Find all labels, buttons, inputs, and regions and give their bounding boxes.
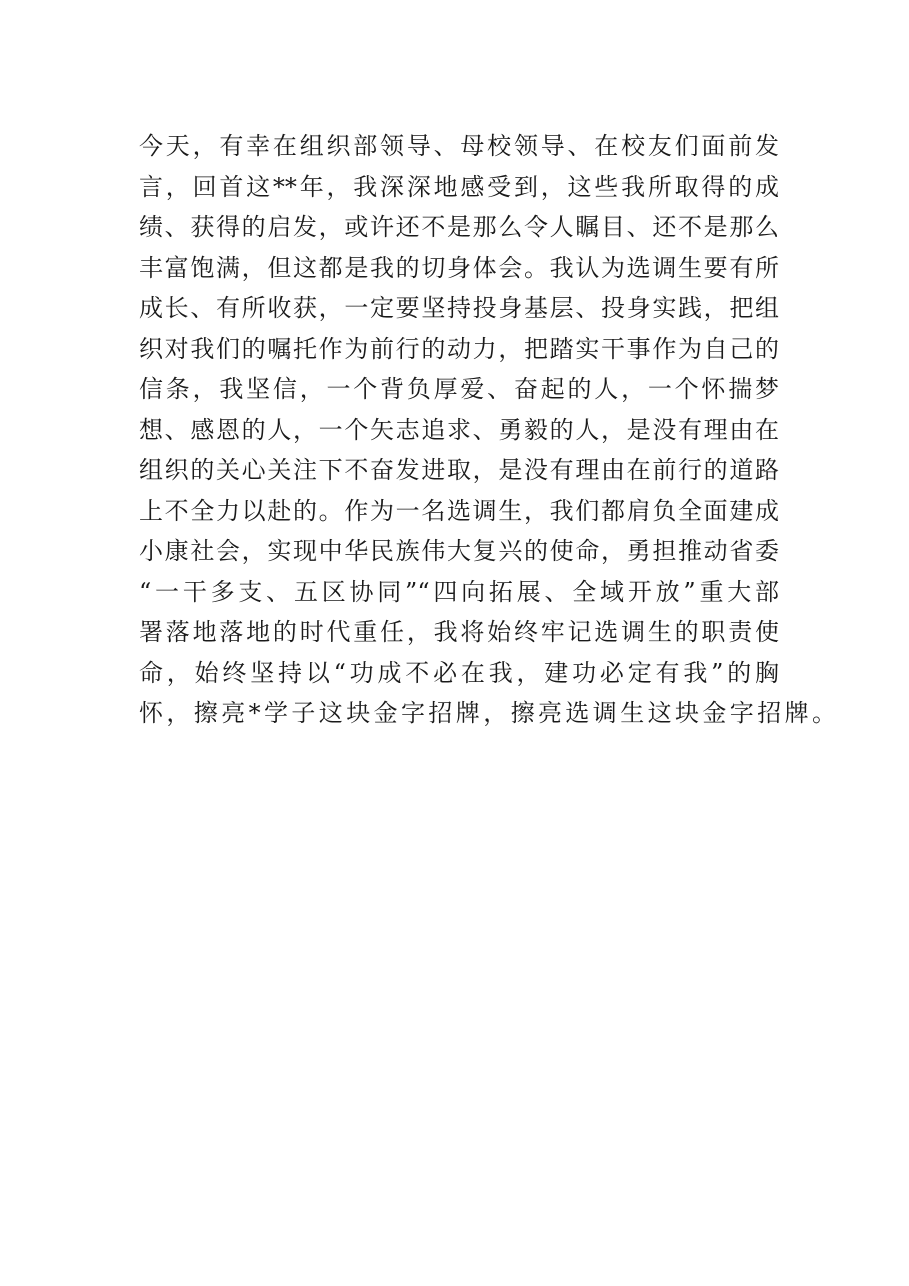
paragraph-line-8: 想、感恩的人，一个矢志追求、勇毅的人，是没有理由在 [139,415,779,444]
paragraph-line-13: 署落地落地的时代重任，我将始终牢记选调生的职责使 [139,618,779,646]
paragraph-line-2: 言，回首这**年，我深深地感受到，这些我所取得的成 [139,172,779,201]
body-paragraph [139,126,840,734]
paragraph-line-15: 怀，擦亮*学子这块金字招牌，擦亮选调生这块金字招牌。 [139,699,840,727]
paragraph-line-7: 信条，我坚信，一个背负厚爱、奋起的人，一个怀揣梦 [139,375,779,403]
paragraph-line-9: 组织的关心关注下不奋发进取，是没有理由在前行的道路 [139,456,779,484]
paragraph-line-14: 命，始终坚持以“功成不必在我，建功必定有我”的胸 [139,658,779,687]
paragraph-line-10: 上不全力以赴的。作为一名选调生，我们都肩负全面建成 [139,496,779,525]
paragraph-line-3: 绩、获得的启发，或许还不是那么令人瞩目、还不是那么 [139,213,779,241]
paragraph-line-6: 织对我们的嘱托作为前行的动力，把踏实干事作为自己的 [139,334,779,363]
paragraph-line-1: 今天，有幸在组织部领导、母校领导、在校友们面前发 [139,132,779,160]
paragraph-line-11: 小康社会，实现中华民族伟大复兴的使命，勇担推动省委 [139,537,779,565]
paragraph-line-4: 丰富饱满，但这都是我的切身体会。我认为选调生要有所 [139,253,779,282]
paragraph-line-5: 成长、有所收获，一定要坚持投身基层、投身实践，把组 [139,294,779,322]
paragraph-line-12: “一干多支、五区协同”“四向拓展、全域开放”重大部 [139,577,779,606]
